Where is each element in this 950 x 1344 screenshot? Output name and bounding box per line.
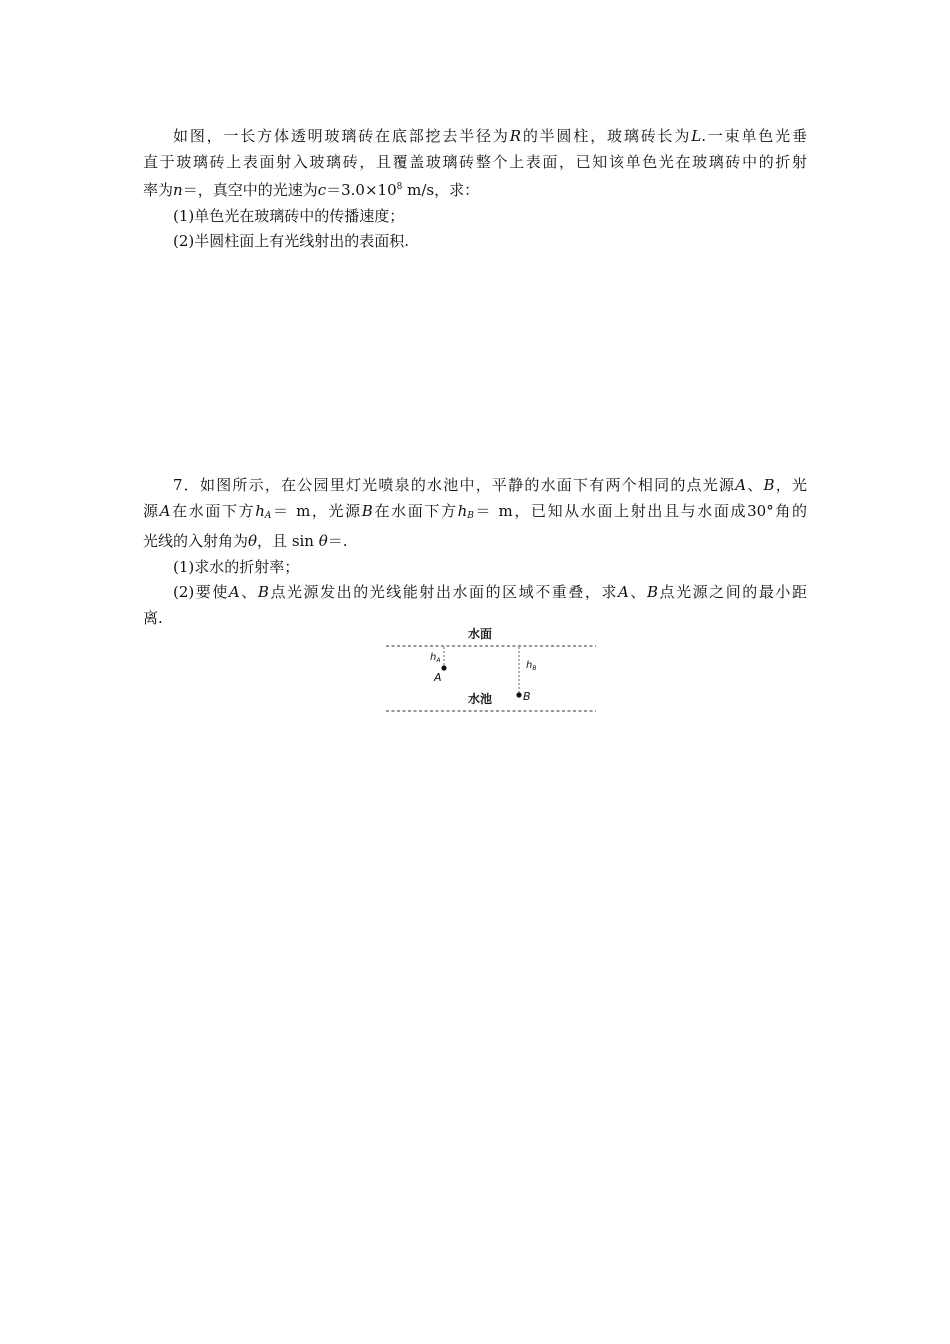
q7-line-1 xyxy=(143,473,807,499)
q6-sub-question-2: (2)半圆柱面上有光线射出的表面积. xyxy=(173,232,410,250)
point-label-A: A xyxy=(434,671,442,684)
var-h: h xyxy=(255,501,265,520)
q7-line-2 xyxy=(143,499,807,530)
q7-text: 在水面下方 xyxy=(170,501,256,520)
var-B: B xyxy=(763,476,775,494)
var-A: A xyxy=(618,583,629,601)
var-n: n xyxy=(173,181,183,199)
subscript-A: A xyxy=(264,510,272,521)
q7-text: 、 xyxy=(239,583,258,601)
var-theta: θ xyxy=(248,532,258,550)
subscript-B: B xyxy=(467,510,474,521)
q7-text: ＝ m，已知从水面上射出且与水面成30°角的 xyxy=(473,501,807,520)
q6-sub-question-1: (1)单色光在玻璃砖中的传播速度； xyxy=(173,206,405,225)
question-6 xyxy=(143,124,807,255)
q7-sub-question-2 xyxy=(143,580,807,606)
pool-label: 水池 xyxy=(467,692,493,706)
q7-text: ＝. xyxy=(327,532,348,550)
var-L: L xyxy=(691,127,702,145)
water-surface-label: 水面 xyxy=(467,627,493,641)
var-B: B xyxy=(646,583,658,601)
var-theta: θ xyxy=(318,532,328,550)
q6-text: 如图，一长方体透明玻璃砖在底部挖去半径为 xyxy=(173,127,510,145)
q7-text: ，光 xyxy=(774,476,807,494)
question-7 xyxy=(143,473,807,631)
q7-text: ＝ m，光源 xyxy=(271,501,362,520)
q6-line-2: 直于玻璃砖上表面射入玻璃砖，且覆盖玻璃砖整个上表面，已知该单色光在玻璃砖中的折射 xyxy=(143,152,807,171)
pool-diagram xyxy=(380,622,602,718)
q6-text: m/s，求： xyxy=(402,181,480,199)
var-A: A xyxy=(228,583,240,601)
q7-line-3 xyxy=(143,529,807,555)
exponent: 8 xyxy=(396,182,403,192)
var-B: B xyxy=(361,501,373,520)
var-c: c xyxy=(317,181,327,199)
q7-text: 、 xyxy=(628,583,647,601)
q7-sub-question-1: (1)求水的折射率； xyxy=(173,557,300,576)
q6-text: 的半圆柱，玻璃砖长为 xyxy=(521,127,692,145)
q7-sub-question-2-end: 离. xyxy=(143,608,163,627)
point-source-A xyxy=(441,665,446,670)
q6-text: ＝3.0×10 xyxy=(326,181,397,199)
q7-text: 光线的入射角为 xyxy=(143,532,249,550)
q7-text: 点光源之间的最小距 xyxy=(658,583,807,601)
q7-text: ，且 sin xyxy=(257,532,319,550)
q6-text: .一束单色光垂 xyxy=(701,127,807,145)
point-label-B: B xyxy=(523,690,531,703)
q7-text: 、 xyxy=(746,476,764,494)
var-B: B xyxy=(257,583,269,601)
q7-text: 7．如图所示，在公园里灯光喷泉的水池中，平静的水面下有两个相同的点光源 xyxy=(173,476,736,494)
point-source-B xyxy=(516,692,521,697)
depth-label-hB: $h_B$ xyxy=(526,660,537,672)
q6-text: 率为 xyxy=(143,181,174,199)
q6-line-1 xyxy=(143,124,807,150)
var-A: A xyxy=(735,476,747,494)
var-A: A xyxy=(159,501,171,520)
q7-text: 源 xyxy=(143,501,160,520)
depth-label-hA: $h_A$ xyxy=(430,652,441,664)
q7-text: 在水面下方 xyxy=(372,501,458,520)
q7-text: (2)要使 xyxy=(173,583,229,601)
var-R: R xyxy=(509,127,522,145)
var-h: h xyxy=(457,501,468,520)
q6-line-3 xyxy=(143,175,807,204)
q6-text: ＝，真空中的光速为 xyxy=(182,181,318,199)
q7-text: 点光源发出的光线能射出水面的区域不重叠，求 xyxy=(268,583,619,601)
